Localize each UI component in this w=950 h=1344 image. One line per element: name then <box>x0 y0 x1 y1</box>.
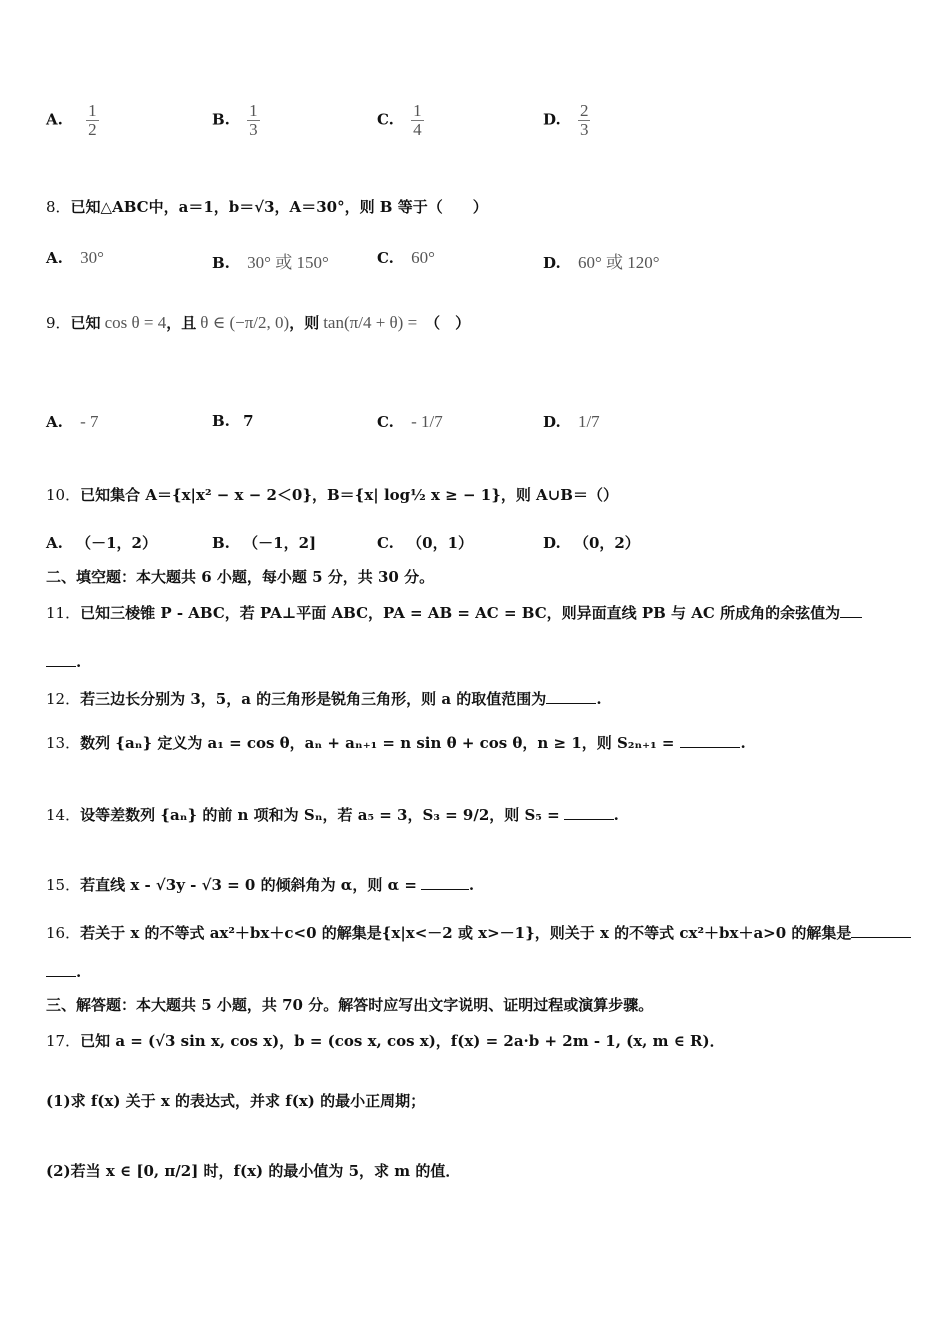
math-range: θ ∈ (−π/2, 0) <box>200 313 290 332</box>
stem-text: ，且 <box>166 314 197 332</box>
option-text: 30° <box>80 248 104 267</box>
question-number: 16． <box>46 924 81 942</box>
question-9 <box>46 312 470 333</box>
question-11-continuation: . <box>46 652 81 671</box>
question-17-part-1 <box>46 1090 425 1111</box>
option-label: C. <box>377 110 394 129</box>
option-label: A. <box>46 413 63 431</box>
question-number: 17． <box>46 1032 81 1050</box>
option-text: （0，2） <box>573 534 640 552</box>
q8-option-a <box>46 248 104 268</box>
fraction <box>247 102 260 139</box>
question-stem: 数列 {aₙ} 定义为 a₁ = cos θ，aₙ + aₙ₊₁ = n sin θ + cos θ，n ≥ 1，则 S₂ₙ₊₁ = <box>80 734 675 752</box>
question-stem: 设等差数列 {aₙ} 的前 n 项和为 Sₙ，若 a₅ = 3，S₃ = 9/2，则 S₅ = <box>80 806 560 824</box>
q7-option-d <box>543 102 590 139</box>
question-11 <box>46 602 862 623</box>
q9-option-c <box>377 412 443 432</box>
fraction <box>411 102 424 139</box>
question-16-continuation: . <box>46 962 81 981</box>
option-label: A. <box>46 534 63 552</box>
question-13: 13．数列 {aₙ} 定义为 a₁ = cos θ，aₙ + aₙ₊₁ = n sin θ + cos θ，n ≥ 1，则 S₂ₙ₊₁ = . <box>46 734 746 752</box>
numerator: 1 <box>88 101 97 120</box>
numerator: 1 <box>413 101 422 120</box>
option-label: B. <box>212 110 230 129</box>
answer-blank[interactable] <box>546 689 596 704</box>
q9-option-d <box>543 412 600 432</box>
answer-blank[interactable] <box>680 733 740 748</box>
option-label: B. <box>212 534 230 552</box>
option-text: 60° <box>411 248 435 267</box>
q10-option-a <box>46 532 157 553</box>
question-stem: 已知集合 A＝{x|x² − x − 2＜0}，B＝{x| log½ x ≥ − 1}，则 A∪B＝（） <box>80 486 618 504</box>
option-text: （－1，2） <box>76 534 157 552</box>
option-label: B. <box>212 254 230 272</box>
question-number: 8． <box>46 198 71 216</box>
question-15: 15．若直线 x - √3y - √3 = 0 的倾斜角为 α，则 α = . <box>46 876 475 894</box>
question-stem: 已知 a = (√3 sin x, cos x)，b = (cos x, cos x)，f(x) = 2a·b + 2m - 1, (x, m ∈ R)． <box>80 1032 725 1050</box>
question-number: 9． <box>46 314 71 332</box>
answer-blank[interactable] <box>564 805 614 820</box>
q9-option-b <box>212 412 254 430</box>
question-14: 14．设等差数列 {aₙ} 的前 n 项和为 Sₙ，若 a₅ = 3，S₃ = 9/2，则 S₅ = . <box>46 806 619 824</box>
answer-blank[interactable] <box>421 875 469 890</box>
stem-text: 已知 <box>70 314 101 332</box>
answer-blank[interactable] <box>851 923 911 938</box>
part-text: (2)若当 x ∈ [0, π/2] 时，f(x) 的最小值为 5，求 m 的值． <box>46 1162 461 1180</box>
answer-blank-continued[interactable] <box>46 652 76 667</box>
option-text: 7 <box>243 412 254 430</box>
question-number: 13． <box>46 734 81 752</box>
answer-parens: （ ） <box>425 314 471 332</box>
option-label: C. <box>377 534 394 552</box>
answer-blank-continued[interactable] <box>46 962 76 977</box>
question-17 <box>46 1030 725 1051</box>
option-label: D. <box>543 254 561 272</box>
question-12: 12．若三边长分别为 3，5，a 的三角形是锐角三角形，则 a 的取值范围为 . <box>46 690 602 708</box>
option-text: （0，1） <box>407 534 474 552</box>
option-label: D. <box>543 413 561 431</box>
option-text: - 1/7 <box>411 412 443 431</box>
option-label: B. <box>212 412 230 430</box>
q7-option-c <box>377 102 424 139</box>
numerator: 2 <box>579 101 589 120</box>
option-text: （－1，2] <box>243 534 317 552</box>
question-stem: 已知△ABC中，a＝1，b＝√3，A＝30°，则 B 等于（ ） <box>70 198 488 216</box>
q8-option-b <box>212 248 329 273</box>
option-label: A. <box>46 110 63 129</box>
math-condition: cos θ = 4 <box>104 313 167 332</box>
denominator: 2 <box>88 119 97 139</box>
question-number: 12． <box>46 690 81 708</box>
option-text: - 7 <box>80 412 99 431</box>
option-label: D. <box>543 534 561 552</box>
option-label: A. <box>46 249 63 267</box>
question-stem: 若关于 x 的不等式 ax²＋bx＋c<0 的解集是{x|x<－2 或 x>－1}，则关于 x 的不等式 cx²＋bx＋a>0 的解集是 <box>80 924 852 942</box>
answer-blank[interactable] <box>840 603 862 618</box>
q10-option-c <box>377 532 473 553</box>
option-text: 1/7 <box>577 412 600 431</box>
section-3-heading: 三、解答题：本大题共 5 小题，共 70 分。解答时应写出文字说明、证明过程或演算步骤。 <box>46 996 654 1014</box>
numerator: 1 <box>249 101 258 120</box>
question-stem: 若直线 x - √3y - √3 = 0 的倾斜角为 α，则 α = <box>80 876 417 894</box>
option-label: C. <box>377 249 394 267</box>
denominator: 3 <box>249 119 258 139</box>
fraction <box>86 102 99 139</box>
fraction <box>578 102 591 139</box>
option-text: 30° 或 150° <box>247 253 329 272</box>
math-expression: tan(π/4 + θ) = <box>323 313 418 332</box>
denominator: 3 <box>579 119 589 139</box>
denominator: 4 <box>413 119 422 139</box>
option-label: C. <box>377 413 394 431</box>
section-2-heading: 二、填空题：本大题共 6 小题，每小题 5 分，共 30 分。 <box>46 568 435 586</box>
part-text: (1)求 f(x) 关于 x 的表达式，并求 f(x) 的最小正周期； <box>46 1092 426 1110</box>
question-number: 15． <box>46 876 81 894</box>
question-16 <box>46 922 911 943</box>
q10-option-b <box>212 532 316 553</box>
question-number: 14． <box>46 806 81 824</box>
q7-option-b <box>212 102 260 139</box>
q8-option-c <box>377 248 435 268</box>
question-stem: 已知三棱锥 P - ABC，若 PA⊥平面 ABC，PA = AB = AC = BC，则异面直线 PB 与 AC 所成角的余弦值为 <box>80 604 841 622</box>
q10-option-d <box>543 532 640 553</box>
q7-option-a <box>46 102 99 139</box>
option-label: D. <box>543 110 561 129</box>
option-text: 60° 或 120° <box>577 253 660 272</box>
question-10 <box>46 484 618 505</box>
q8-option-d <box>543 248 660 273</box>
question-number: 10． <box>46 486 81 504</box>
q9-option-a <box>46 412 99 432</box>
question-17-part-2 <box>46 1160 460 1181</box>
question-stem: 若三边长分别为 3，5，a 的三角形是锐角三角形，则 a 的取值范围为 <box>80 690 547 708</box>
question-8 <box>46 196 488 217</box>
stem-text: ，则 <box>289 314 320 332</box>
question-number: 11． <box>46 604 81 622</box>
